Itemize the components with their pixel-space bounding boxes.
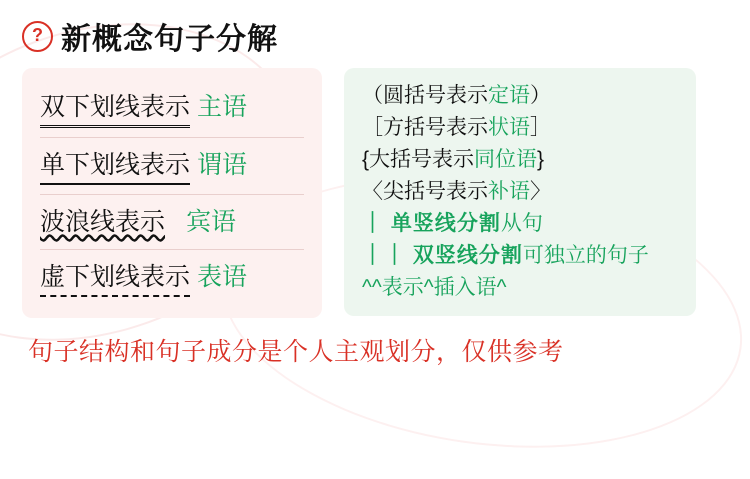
legend-term: 宾语 xyxy=(186,208,237,236)
legend-row xyxy=(40,194,304,249)
legend-row xyxy=(362,176,680,208)
legend-prefix: 〈尖括号表示 xyxy=(362,180,488,203)
legend-term: 定语 xyxy=(488,84,530,107)
legend-suffix: 〉 xyxy=(530,180,551,203)
page-title: 新概念句子分解 xyxy=(61,23,278,56)
legend-suffix: } xyxy=(537,148,545,171)
legend-row xyxy=(40,137,304,194)
legend-suffix: ） xyxy=(530,84,551,107)
legend-term: 可独立的句子 xyxy=(522,244,649,267)
legend-prefix: ^^表示 xyxy=(362,276,424,299)
legend-term: 表语 xyxy=(197,263,248,291)
legend-term: 主语 xyxy=(197,93,248,121)
legend-term: 从句 xyxy=(500,212,543,235)
legend-row xyxy=(362,144,680,176)
bracket-legend-panel xyxy=(344,68,696,316)
legend-row xyxy=(362,272,680,304)
legend-term: 谓语 xyxy=(197,151,248,179)
wavy-underline-label: 波浪线表示 xyxy=(40,208,166,236)
legend-row xyxy=(362,112,680,144)
legend-prefix: ［方括号表示 xyxy=(362,116,488,139)
legend-term: ^插入语^ xyxy=(423,276,507,299)
legend-prefix: （圆括号表示 xyxy=(362,84,488,107)
legend-prefix: ｜｜ 双竖线分割 xyxy=(362,244,523,267)
legend-row xyxy=(362,80,680,112)
legend-term: 同位语 xyxy=(474,148,538,171)
legend-row xyxy=(40,80,304,137)
legend-suffix: ］ xyxy=(530,116,551,139)
legend-row xyxy=(362,240,680,272)
dashed-underline-label: 虚下划线表示 xyxy=(40,257,190,297)
legend-prefix: {大括号表示 xyxy=(362,148,475,171)
legend-panels xyxy=(22,68,732,318)
footer-note: 句子结构和句子成分是个人主观划分，仅供参考 xyxy=(28,338,564,366)
single-underline-label: 单下划线表示 xyxy=(40,145,190,185)
double-underline-label: 双下划线表示 xyxy=(40,87,190,128)
question-mark-circle-icon: ? xyxy=(22,21,53,52)
underline-legend-panel xyxy=(22,68,322,318)
legend-row xyxy=(40,249,304,306)
legend-term: 状语 xyxy=(488,116,530,139)
legend-prefix: ｜ 单竖线分割 xyxy=(362,212,501,235)
legend-term: 补语 xyxy=(488,180,530,203)
legend-row xyxy=(362,208,680,240)
header xyxy=(22,14,732,58)
